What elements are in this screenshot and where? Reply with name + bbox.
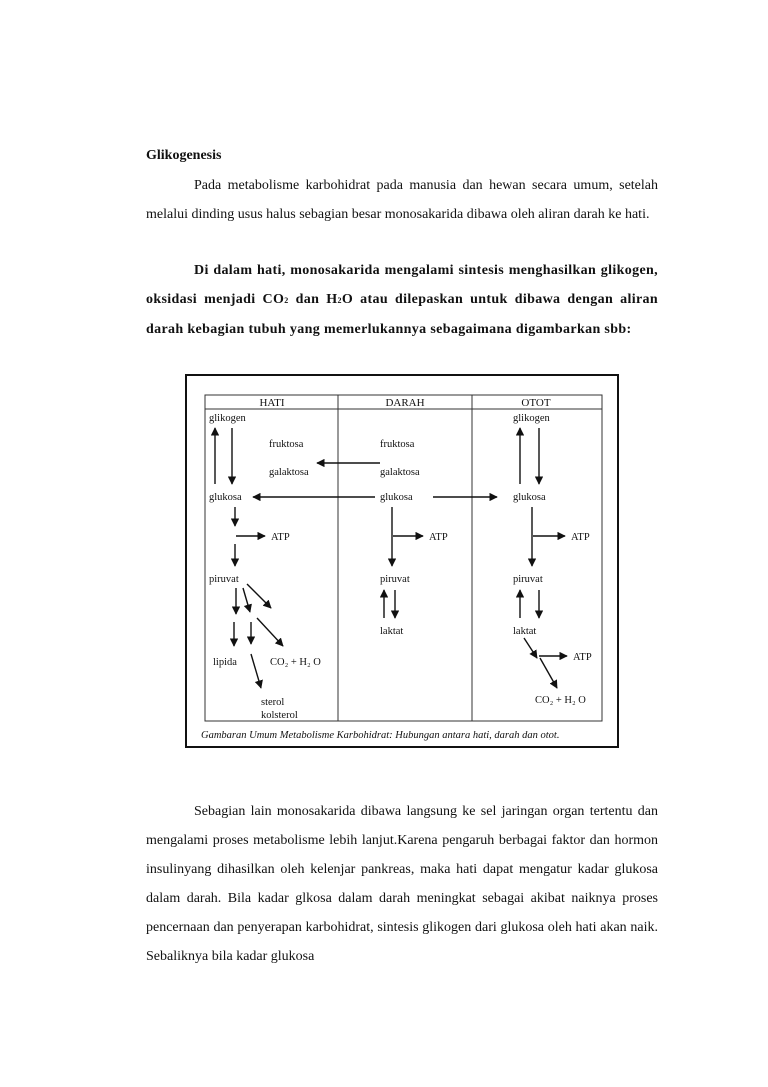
hati-glikogen-label: glikogen bbox=[209, 413, 246, 424]
darah-galaktosa-label: galaktosa bbox=[380, 467, 420, 478]
darah-piruvat-label: piruvat bbox=[380, 574, 410, 585]
paragraph-regulation: Sebagian lain monosakarida dibawa langsung ke sel jaringan organ tertentu dan mengalami proses metabolisme lebih lanjut.Karena pengaruh berbagai faktor dan hormon insulinyang dihasilkan oleh kelenjar pankreas, maka hati dapat mengatur kadar glukosa dalam darah. Bila kadar glkosa dalam darah meningkat sebagai akibat naiknya proses pencernaan dan penyerapan karbohidrat, sintesis glikogen dari glukosa oleh hati akan naik. Sebaliknya bila kadar glukosa bbox=[146, 804, 658, 964]
arrow-hati-to-co2 bbox=[257, 618, 283, 646]
column-header-otot: OTOT bbox=[521, 397, 551, 409]
otot-atp2-label: ATP bbox=[573, 652, 592, 663]
hati-atp-label: ATP bbox=[271, 532, 290, 543]
p2-sub-h2o: 2 bbox=[337, 296, 342, 305]
hati-kolsterol-label: kolsterol bbox=[261, 710, 298, 721]
figure-caption: Gambaran Umum Metabolisme Karbohidrat: Hubungan antara hati, darah dan otot. bbox=[201, 730, 560, 741]
arrow-otot-laktat-down bbox=[524, 638, 537, 658]
section-heading: Glikogenesis bbox=[146, 148, 222, 163]
paragraph-intro: Pada metabolisme karbohidrat pada manusia dan hewan secara umum, setelah melalui dinding usus halus sebagian besar monosakarida dibawa oleh aliran darah ke hati. bbox=[146, 178, 658, 222]
darah-glukosa-label: glukosa bbox=[380, 492, 413, 503]
metabolism-figure bbox=[185, 374, 619, 748]
hati-glukosa-label: glukosa bbox=[209, 492, 242, 503]
otot-piruvat-label: piruvat bbox=[513, 574, 543, 585]
arrow-hati-piruvat-b bbox=[243, 588, 250, 612]
hati-piruvat-label: piruvat bbox=[209, 574, 239, 585]
darah-atp-label: ATP bbox=[429, 532, 448, 543]
otot-glukosa-label: glukosa bbox=[513, 492, 546, 503]
p2-text-b: dan H bbox=[288, 292, 338, 307]
otot-co2-h2o-label: CO₂ + H₂ O bbox=[535, 695, 586, 706]
hati-galaktosa-label: galaktosa bbox=[269, 467, 309, 478]
otot-atp-label: ATP bbox=[571, 532, 590, 543]
column-header-darah: DARAH bbox=[385, 397, 425, 409]
p2-text-c: O atau dilepaskan untuk dibawa dengan aliran darah kebagian tubuh yang memerlukannya sebagaimana digambarkan sbb: bbox=[146, 292, 658, 337]
darah-fruktosa-label: fruktosa bbox=[380, 439, 415, 450]
hati-lipida-label: lipida bbox=[213, 657, 237, 668]
otot-glikogen-label: glikogen bbox=[513, 413, 550, 424]
p2-text-a: Di dalam hati, monosakarida mengalami sintesis menghasilkan glikogen, oksidasi menjadi CO bbox=[146, 263, 658, 307]
darah-laktat-label: laktat bbox=[380, 626, 404, 637]
metabolism-diagram bbox=[187, 376, 617, 746]
hati-co2-h2o-label: CO₂ + H₂ O bbox=[270, 657, 321, 668]
column-header-hati: HATI bbox=[259, 397, 285, 409]
otot-laktat-label: laktat bbox=[513, 626, 537, 637]
arrow-hati-piruvat-c bbox=[247, 584, 271, 608]
p2-sub-co2: 2 bbox=[284, 296, 289, 305]
hati-sterol-label: sterol bbox=[261, 697, 285, 708]
hati-fruktosa-label: fruktosa bbox=[269, 439, 304, 450]
paragraph-liver-synthesis bbox=[146, 256, 658, 344]
arrow-hati-to-sterol bbox=[251, 654, 261, 688]
arrow-otot-to-co2 bbox=[540, 658, 557, 688]
